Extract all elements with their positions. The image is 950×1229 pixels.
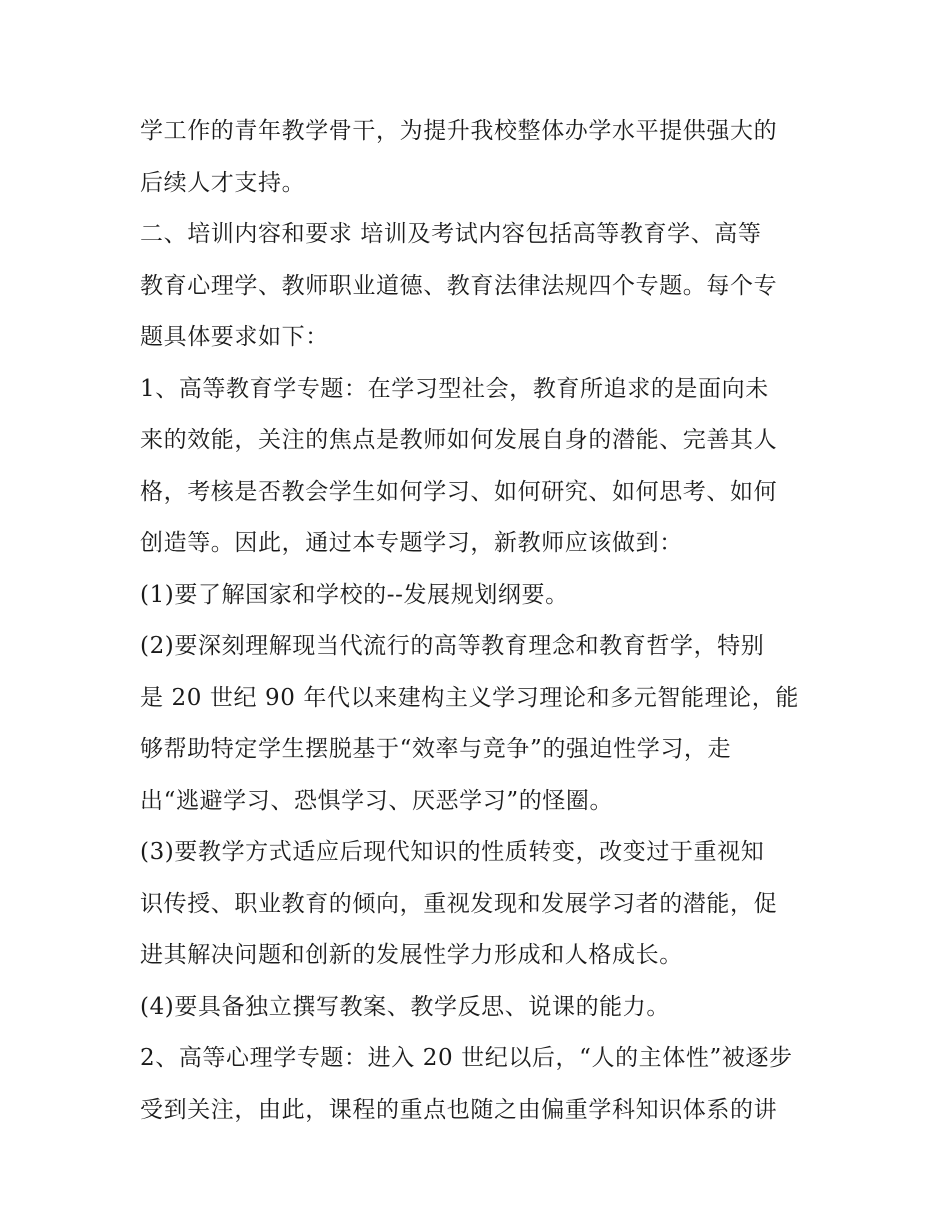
text-line: (4)要具备独立撰写教案、教学反思、说课的能力。 xyxy=(140,993,670,1020)
text-line: 创造等。因此，通过本专题学习，新教师应该做到： xyxy=(140,530,683,556)
text-line: 题具体要求如下： xyxy=(140,324,329,350)
text-line: 后续人才支持。 xyxy=(140,169,306,196)
text-line: 格，考核是否教会学生如何学习、如何研究、如何思考、如何 xyxy=(140,478,778,505)
document-body xyxy=(140,106,820,1136)
text-line: 出“逃避学习、恐惧学习、厌恶学习”的怪圈。 xyxy=(140,787,614,814)
text-line: (1)要了解国家和学校的--发展规划纲要。 xyxy=(140,581,569,608)
text-line: 识传授、职业教育的倾向，重视发现和发展学习者的潜能，促 xyxy=(140,890,778,917)
text-line: 学工作的青年教学骨干，为提升我校整体办学水平提供强大的 xyxy=(140,118,778,144)
text-line: 够帮助特定学生摆脱基于“效率与竞争”的强迫性学习，走 xyxy=(140,736,732,762)
text-line: 2、高等心理学专题：进入 20 世纪以后，“人的主体性”被逐步 xyxy=(140,1045,793,1071)
text-line: (2)要深刻理解现当代流行的高等教育理念和教育哲学，特别 xyxy=(140,633,765,659)
text-line: 1、高等教育学专题：在学习型社会，教育所追求的是面向未 xyxy=(140,375,769,402)
text-line: 是 20 世纪 90 年代以来建构主义学习理论和多元智能理论，能 xyxy=(140,684,799,711)
text-line: (3)要教学方式适应后现代知识的性质转变，改变过于重视知 xyxy=(140,839,765,865)
text-line: 来的效能，关注的焦点是教师如何发展自身的潜能、完善其人 xyxy=(140,427,778,453)
text-line: 进其解决问题和创新的发展性学力形成和人格成长。 xyxy=(140,942,683,968)
text-line: 二、培训内容和要求 培训及考试内容包括高等教育学、高等 xyxy=(140,221,762,247)
text-line: 教育心理学、教师职业道德、教育法律法规四个专题。每个专 xyxy=(140,272,778,299)
text-line: 受到关注，由此，课程的重点也随之由偏重学科知识体系的讲 xyxy=(140,1096,778,1123)
